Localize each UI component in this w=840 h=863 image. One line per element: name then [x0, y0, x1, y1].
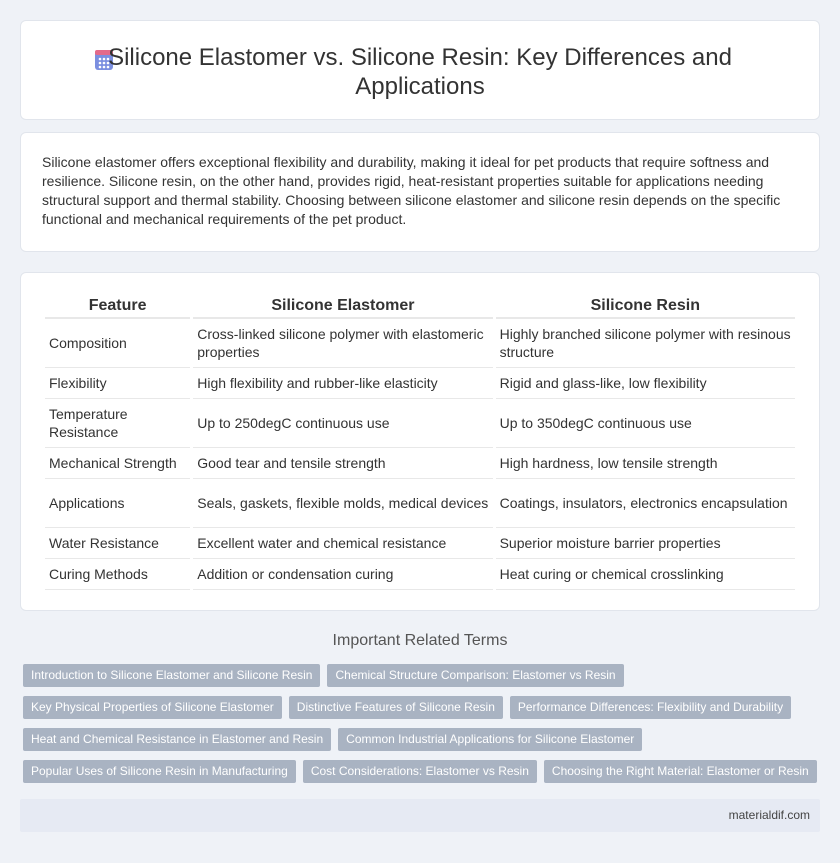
cell-resin: Highly branched silicone polymer with resinous structure	[496, 319, 795, 368]
cell-resin: High hardness, low tensile strength	[496, 448, 795, 479]
intro-card	[20, 132, 820, 252]
cell-resin: Heat curing or chemical crosslinking	[496, 559, 795, 590]
tag-row	[23, 728, 823, 751]
page-title: Silicone Elastomer vs. Silicone Resin: Key Differences and Applications	[108, 44, 732, 100]
comparison-card	[20, 272, 820, 611]
table-row	[45, 559, 795, 590]
cell-elastomer: High flexibility and rubber-like elasticity	[193, 368, 492, 399]
cell-elastomer: Up to 250degC continuous use	[193, 399, 492, 448]
cell-resin: Up to 350degC continuous use	[496, 399, 795, 448]
related-term-link[interactable]: Choosing the Right Material: Elastomer or Resin	[544, 760, 817, 783]
cell-feature: Flexibility	[45, 368, 190, 399]
related-terms-title: Important Related Terms	[332, 632, 508, 649]
cell-elastomer: Seals, gaskets, flexible molds, medical devices	[193, 479, 492, 528]
related-term-link[interactable]: Chemical Structure Comparison: Elastomer vs Resin	[327, 664, 623, 687]
related-term-link[interactable]: Performance Differences: Flexibility and Durability	[510, 696, 791, 719]
cell-feature: Water Resistance	[45, 528, 190, 559]
related-term-link[interactable]: Introduction to Silicone Elastomer and Silicone Resin	[23, 664, 320, 687]
related-term-link[interactable]: Heat and Chemical Resistance in Elastomer and Resin	[23, 728, 331, 751]
table-row	[45, 319, 795, 368]
table-row	[45, 479, 795, 528]
cell-feature: Composition	[45, 319, 190, 368]
table-row	[45, 448, 795, 479]
cell-elastomer: Good tear and tensile strength	[193, 448, 492, 479]
footer	[20, 799, 820, 832]
related-term-link[interactable]: Distinctive Features of Silicone Resin	[289, 696, 503, 719]
related-term-link[interactable]: Key Physical Properties of Silicone Elastomer	[23, 696, 282, 719]
related-terms-list	[23, 664, 823, 792]
cell-elastomer: Cross-linked silicone polymer with elastomeric properties	[193, 319, 492, 368]
tag-row	[23, 696, 823, 719]
cell-resin: Rigid and glass-like, low flexibility	[496, 368, 795, 399]
title-card	[20, 20, 820, 120]
cell-feature: Curing Methods	[45, 559, 190, 590]
cell-feature: Temperature Resistance	[45, 399, 190, 448]
table-row	[45, 399, 795, 448]
related-term-link[interactable]: Popular Uses of Silicone Resin in Manufacturing	[23, 760, 296, 783]
cell-feature: Mechanical Strength	[45, 448, 190, 479]
table-row	[45, 368, 795, 399]
related-term-link[interactable]: Cost Considerations: Elastomer vs Resin	[303, 760, 537, 783]
table-row	[45, 528, 795, 559]
related-term-link[interactable]: Common Industrial Applications for Silicone Elastomer	[338, 728, 642, 751]
page-title-wrap	[81, 43, 759, 101]
cell-resin: Superior moisture barrier properties	[496, 528, 795, 559]
tag-row	[23, 664, 823, 687]
cell-elastomer: Excellent water and chemical resistance	[193, 528, 492, 559]
table-header-row	[45, 295, 795, 319]
header-resin: Silicone Resin	[496, 295, 795, 319]
comparison-table	[42, 295, 798, 590]
header-elastomer: Silicone Elastomer	[193, 295, 492, 319]
cell-elastomer: Addition or condensation curing	[193, 559, 492, 590]
tag-row	[23, 760, 823, 783]
footer-site-link[interactable]: materialdif.com	[728, 808, 810, 822]
intro-paragraph: Silicone elastomer offers exceptional flexibility and durability, making it ideal for pet products that require softness and resilience. Silicone resin, on the other hand, provides rigid, heat-resistant properties suitable for applications needing structural support and thermal stability. Choosing between silicone elastomer and silicone resin depends on the specific functional and mechanical requirements of the pet product.	[42, 154, 781, 227]
cell-feature: Applications	[45, 479, 190, 528]
header-feature: Feature	[45, 295, 190, 319]
cell-resin: Coatings, insulators, electronics encapsulation	[496, 479, 795, 528]
